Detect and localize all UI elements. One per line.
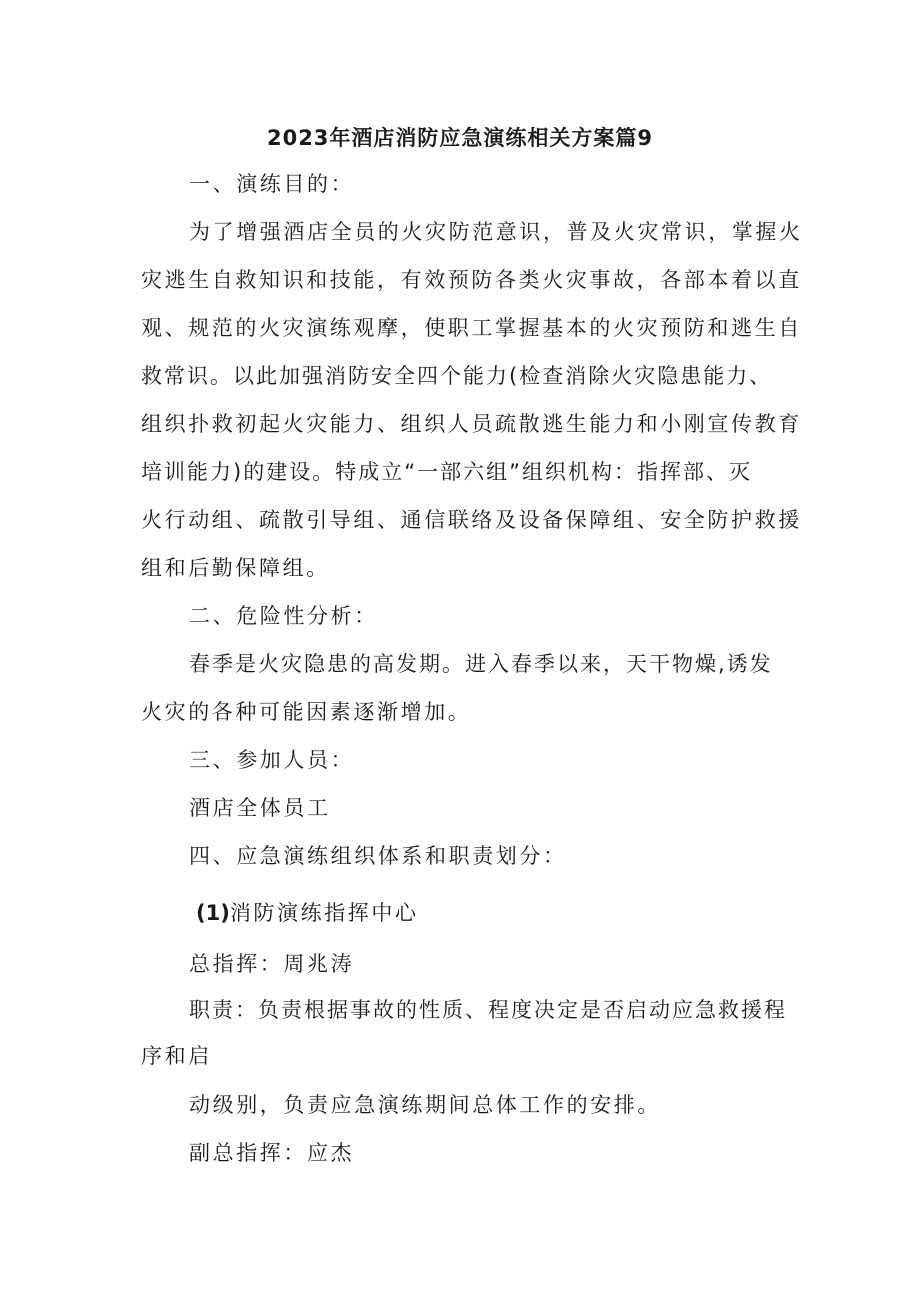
- paragraph-line: 酒店全体员工: [189, 796, 331, 820]
- paragraph-line: 序和启: [141, 1044, 212, 1068]
- paragraph-line: 救常识。以此加强消防安全四个能力(检查消除火灾隐患能力、: [141, 364, 773, 388]
- section-heading-organization: 四、应急演练组织体系和职责划分：: [189, 844, 567, 868]
- paragraph-line: 组和后勤保障组。: [141, 556, 330, 580]
- paragraph-line: 副总指挥：应杰: [189, 1141, 355, 1165]
- paragraph-line: 总指挥：周兆涛: [189, 952, 355, 976]
- paragraph-line: 火灾的各种可能因素逐渐增加。: [141, 700, 472, 724]
- section-heading-risk: 二、危险性分析：: [189, 604, 378, 628]
- paragraph-line: 灾逃生自救知识和技能，有效预防各类火灾事故，各部本着以直: [141, 268, 802, 292]
- paragraph-line: 春季是火灾隐患的高发期。进入春季以来，天干物燥,诱发: [189, 652, 773, 676]
- section-heading-participants: 三、参加人员：: [189, 748, 355, 772]
- paragraph-line: 组织扑救初起火灾能力、组织人员疏散逃生能力和小刚宣传教育: [141, 412, 802, 436]
- section-heading-purpose: 一、演练目的：: [189, 172, 355, 196]
- paragraph-line: 职责：负责根据事故的性质、程度决定是否启动应急救援程: [189, 998, 787, 1022]
- paragraph-line: 观、规范的火灾演练观摩，使职工掌握基本的火灾预防和逃生自: [141, 316, 802, 340]
- document-title: 2023年酒店消防应急演练相关方案篇9: [266, 126, 654, 150]
- paragraph-line: 火行动组、疏散引导组、通信联络及设备保障组、安全防护救援: [141, 508, 802, 532]
- subsection-label: 消防演练指挥中心: [229, 901, 419, 925]
- subsection-heading: [196, 897, 419, 929]
- subsection-number: (1): [196, 901, 230, 925]
- paragraph-line: 培训能力)的建设。特成立“一部六组”组织机构：指挥部、灭: [141, 460, 752, 484]
- paragraph-line: 为了增强酒店全员的火灾防范意识，普及火灾常识，掌握火: [189, 220, 803, 244]
- paragraph-line: 动级别，负责应急演练期间总体工作的安排。: [189, 1093, 661, 1117]
